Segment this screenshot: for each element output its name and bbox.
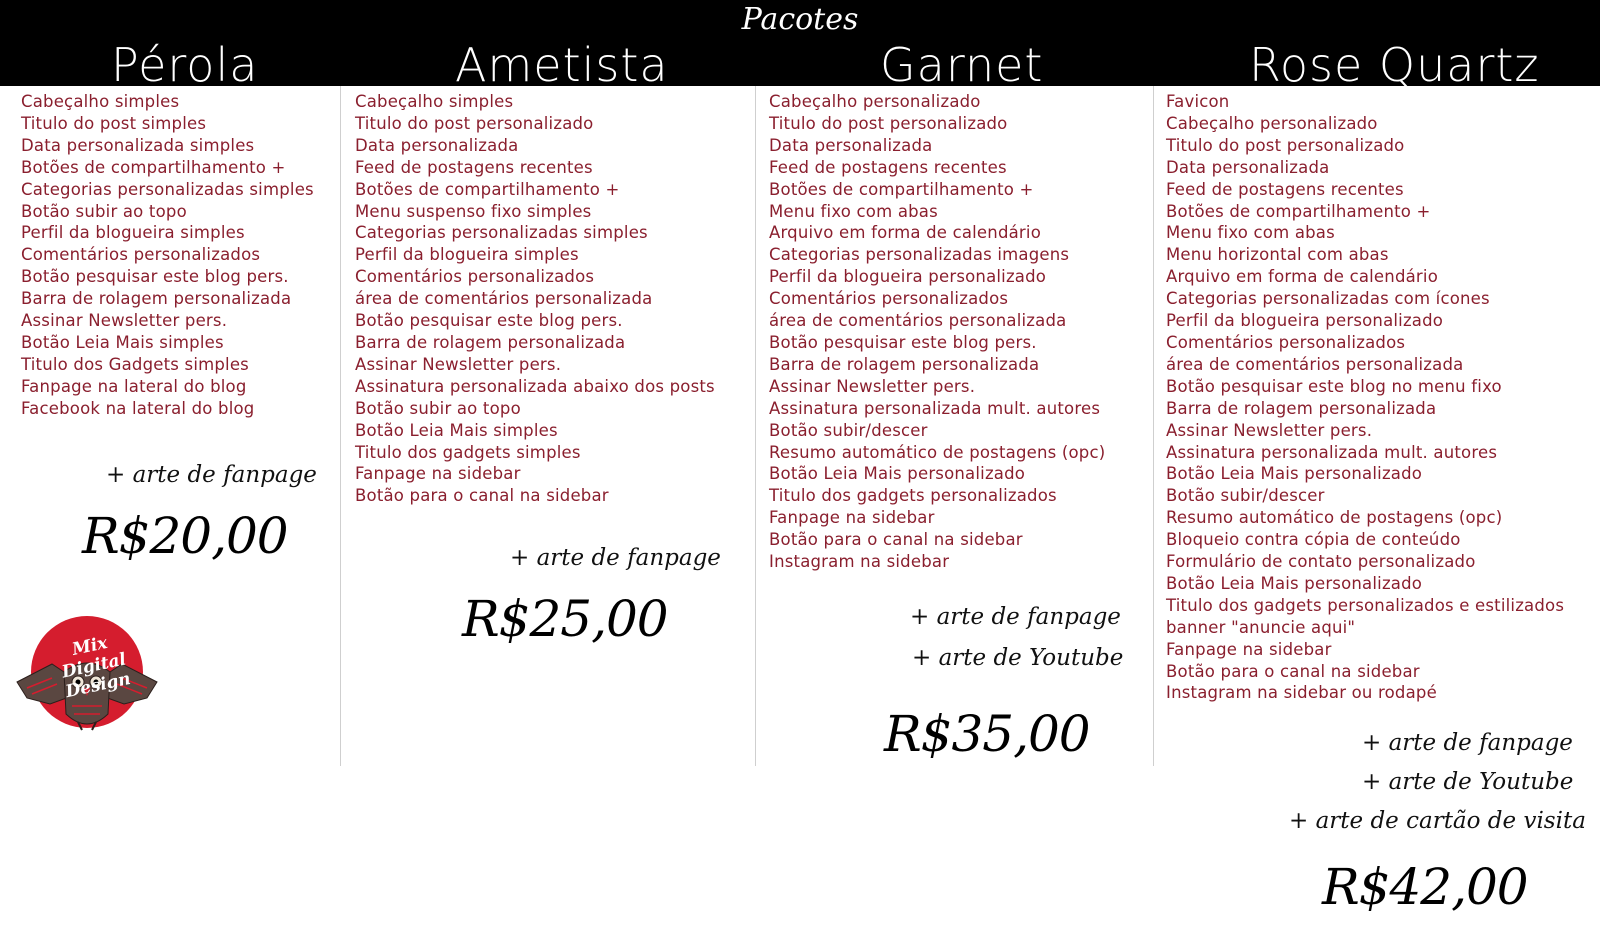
- feature-item: Assinar Newsletter pers.: [355, 354, 562, 374]
- feature-item: Botão para o canal na sidebar: [1166, 661, 1420, 681]
- feature-item: Titulo do post simples: [21, 113, 207, 133]
- feature-item: Fanpage na lateral do blog: [21, 376, 247, 396]
- feature-item: Botões de compartilhamento +: [769, 179, 1034, 199]
- feature-item: Botão Leia Mais personalizado: [769, 464, 1026, 484]
- package-title-rose-quartz: Rose Quartz: [1249, 38, 1540, 92]
- feature-item: Assinatura personalizada mult. autores: [769, 398, 1101, 418]
- extra-item: + arte de fanpage: [910, 604, 1121, 630]
- feature-item: Titulo dos Gadgets simples: [21, 354, 249, 374]
- feature-item: Categorias personalizadas com ícones: [1166, 289, 1490, 309]
- feature-item: área de comentários personalizada: [1166, 354, 1464, 374]
- feature-item: Categorias personalizadas simples: [21, 179, 314, 199]
- feature-item: Barra de rolagem personalizada: [769, 354, 1040, 374]
- feature-item: Data personalizada: [769, 135, 933, 155]
- feature-item: Botão Leia Mais simples: [21, 332, 224, 352]
- package-title-garnet: Garnet: [880, 38, 1044, 92]
- feature-item: Menu horizontal com abas: [1166, 245, 1389, 265]
- feature-item: Feed de postagens recentes: [355, 157, 593, 177]
- feature-item: Cabeçalho personalizado: [1166, 113, 1378, 133]
- extra-item: + arte de Youtube: [1362, 769, 1574, 795]
- feature-item: banner "anuncie aqui": [1166, 617, 1356, 637]
- feature-item: Botão subir/descer: [769, 420, 928, 440]
- feature-item: Assinar Newsletter pers.: [21, 311, 228, 331]
- price-garnet: R$35,00: [884, 705, 1090, 763]
- feature-item: Cabeçalho simples: [21, 92, 180, 111]
- feature-item: Assinar Newsletter pers.: [1166, 420, 1373, 440]
- feature-item: Fanpage na sidebar: [769, 508, 935, 528]
- feature-item: Titulo do post personalizado: [355, 113, 594, 133]
- feature-item: Botão Leia Mais simples: [355, 420, 558, 440]
- feature-item: área de comentários personalizada: [769, 311, 1067, 331]
- feature-item: Botão para o canal na sidebar: [769, 530, 1023, 550]
- feature-item: Instagram na sidebar: [769, 552, 950, 572]
- feature-item: Categorias personalizadas simples: [355, 223, 648, 243]
- feature-list-ametista: [355, 91, 715, 507]
- feature-item: Bloqueio contra cópia de conteúdo: [1166, 530, 1461, 550]
- feature-item: Titulo dos gadgets personalizados e estilizados: [1166, 595, 1565, 615]
- extra-item: + arte de fanpage: [510, 545, 721, 571]
- price-rose-quartz: R$42,00: [1322, 858, 1528, 916]
- feature-item: Botão pesquisar este blog pers.: [21, 267, 289, 287]
- feature-item: Formulário de contato personalizado: [1166, 552, 1476, 572]
- price-perola: R$20,00: [82, 507, 288, 565]
- feature-item: Botão subir ao topo: [21, 201, 187, 221]
- feature-item: Botão Leia Mais personalizado: [1166, 573, 1423, 593]
- package-title-perola: Pérola: [111, 38, 259, 92]
- feature-item: Arquivo em forma de calendário: [769, 223, 1041, 243]
- feature-item: Botões de compartilhamento +: [21, 157, 286, 177]
- feature-item: Favicon: [1166, 92, 1230, 111]
- feature-item: Botão subir/descer: [1166, 486, 1325, 506]
- feature-item: Titulo dos gadgets simples: [355, 442, 581, 462]
- feature-item: Data personalizada: [355, 135, 519, 155]
- feature-item: Menu fixo com abas: [1166, 223, 1335, 243]
- extra-item: + arte de fanpage: [106, 462, 317, 488]
- feature-item: Menu suspenso fixo simples: [355, 201, 592, 221]
- feature-item: Perfil da blogueira personalizado: [769, 267, 1047, 287]
- feature-item: Facebook na lateral do blog: [21, 398, 255, 418]
- feature-item: Perfil da blogueira personalizado: [1166, 311, 1444, 331]
- feature-item: Botão pesquisar este blog no menu fixo: [1166, 376, 1502, 396]
- feature-item: Botão subir ao topo: [355, 398, 521, 418]
- feature-item: Barra de rolagem personalizada: [1166, 398, 1437, 418]
- feature-item: Assinatura personalizada mult. autores: [1166, 442, 1498, 462]
- feature-item: área de comentários personalizada: [355, 289, 653, 309]
- extra-item: + arte de fanpage: [1362, 730, 1573, 756]
- feature-item: Comentários personalizados: [1166, 332, 1406, 352]
- feature-item: Botão para o canal na sidebar: [355, 486, 609, 506]
- feature-item: Perfil da blogueira simples: [355, 245, 579, 265]
- feature-item: Fanpage na sidebar: [355, 464, 521, 484]
- feature-item: Feed de postagens recentes: [769, 157, 1007, 177]
- feature-item: Botão Leia Mais personalizado: [1166, 464, 1423, 484]
- feature-item: Cabeçalho simples: [355, 92, 514, 111]
- feature-list-perola: [21, 91, 314, 420]
- feature-item: Arquivo em forma de calendário: [1166, 267, 1438, 287]
- feature-item: Comentários personalizados: [355, 267, 595, 287]
- extra-item: + arte de Youtube: [912, 645, 1124, 671]
- page-title: Pacotes: [741, 2, 859, 37]
- feature-item: Resumo automático de postagens (opc): [1166, 508, 1503, 528]
- feature-list-rose-quartz: [1166, 91, 1564, 704]
- feature-list-garnet: [769, 91, 1105, 573]
- feature-item: Assinatura personalizada abaixo dos posts: [355, 376, 715, 396]
- feature-item: Titulo do post personalizado: [769, 113, 1008, 133]
- package-title-ametista: Ametista: [455, 38, 669, 92]
- column-divider: [1153, 86, 1154, 766]
- feature-item: Assinar Newsletter pers.: [769, 376, 976, 396]
- feature-item: Botões de compartilhamento +: [355, 179, 620, 199]
- logo-text: Mix Digital Design: [60, 632, 133, 703]
- feature-item: Perfil da blogueira simples: [21, 223, 245, 243]
- feature-item: Botão pesquisar este blog pers.: [355, 311, 623, 331]
- feature-item: Barra de rolagem personalizada: [21, 289, 292, 309]
- extra-item: + arte de cartão de visita: [1289, 808, 1586, 834]
- column-divider: [755, 86, 756, 766]
- feature-item: Titulo dos gadgets personalizados: [769, 486, 1057, 506]
- feature-item: Fanpage na sidebar: [1166, 639, 1332, 659]
- feature-item: Data personalizada: [1166, 157, 1330, 177]
- feature-item: Comentários personalizados: [21, 245, 261, 265]
- feature-item: Botão pesquisar este blog pers.: [769, 332, 1037, 352]
- feature-item: Titulo do post personalizado: [1166, 135, 1405, 155]
- feature-item: Feed de postagens recentes: [1166, 179, 1404, 199]
- column-divider: [340, 86, 341, 766]
- feature-item: Barra de rolagem personalizada: [355, 332, 626, 352]
- feature-item: Data personalizada simples: [21, 135, 255, 155]
- feature-item: Menu fixo com abas: [769, 201, 938, 221]
- feature-item: Resumo automático de postagens (opc): [769, 442, 1106, 462]
- feature-item: Instagram na sidebar ou rodapé: [1166, 683, 1437, 703]
- feature-item: Cabeçalho personalizado: [769, 92, 981, 111]
- feature-item: Categorias personalizadas imagens: [769, 245, 1070, 265]
- feature-item: Botões de compartilhamento +: [1166, 201, 1431, 221]
- feature-item: Comentários personalizados: [769, 289, 1009, 309]
- price-ametista: R$25,00: [462, 590, 668, 648]
